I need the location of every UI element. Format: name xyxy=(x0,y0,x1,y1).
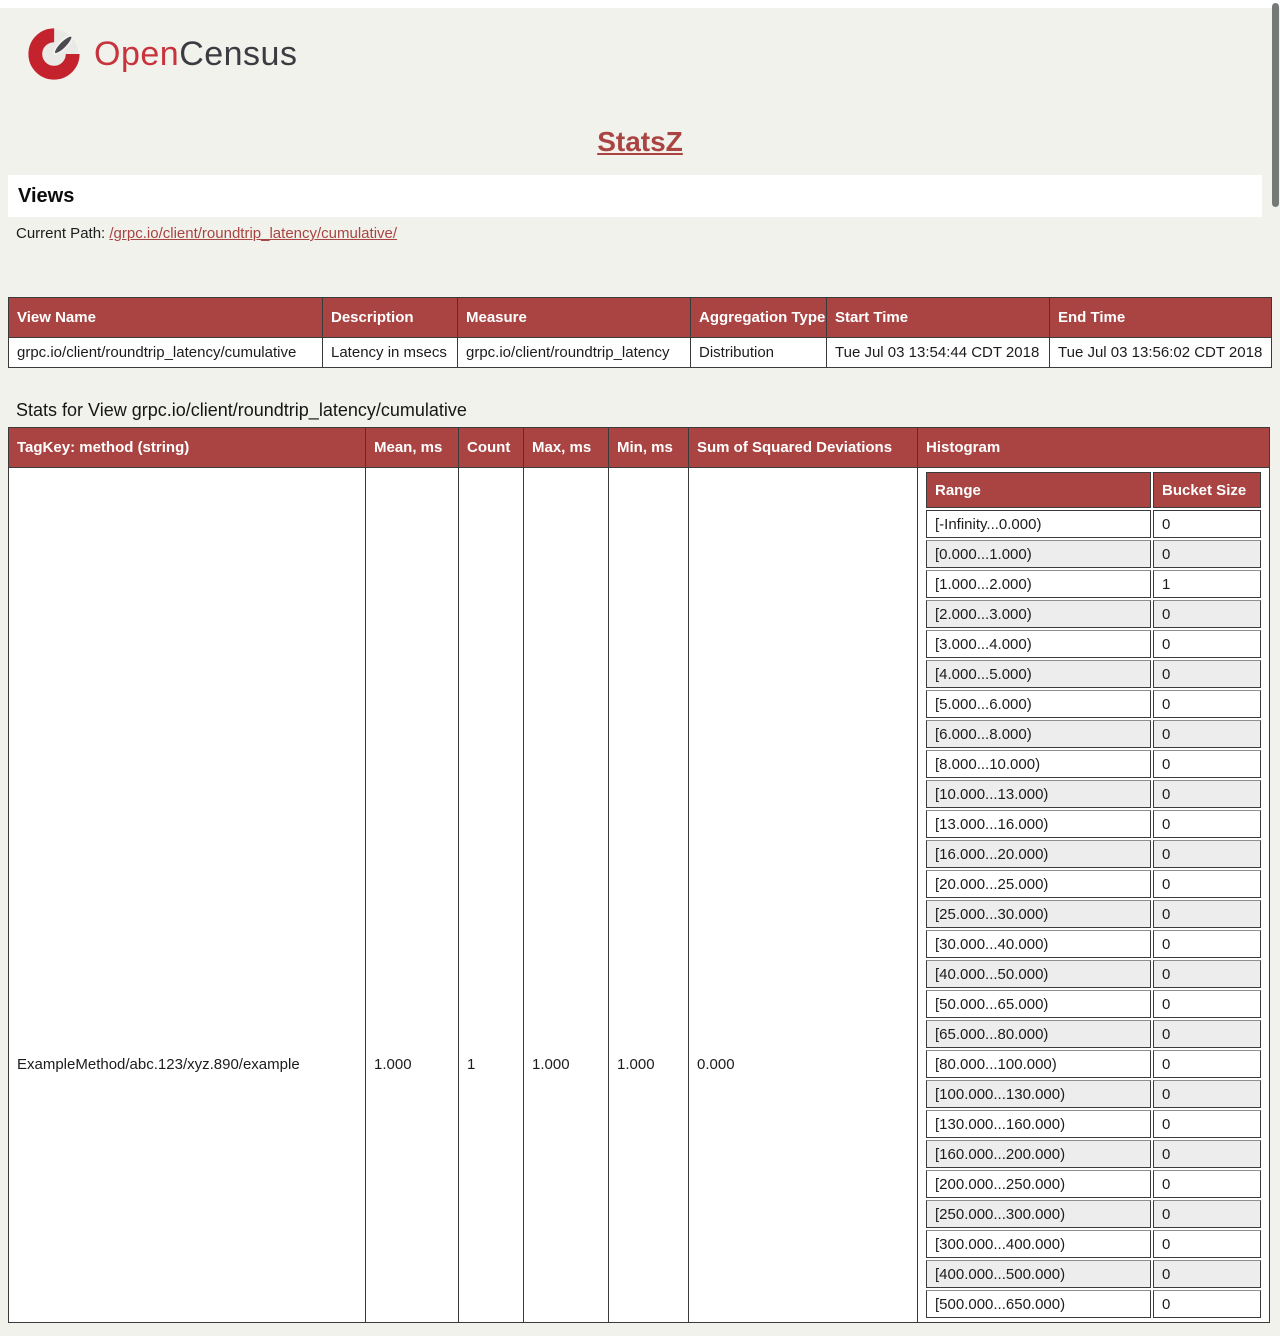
histogram-cell-value: [6.000...8.000) xyxy=(926,720,1151,748)
histogram-cell-value: 0 xyxy=(1153,660,1261,688)
histogram-cell-value: [400.000...500.000) xyxy=(926,1260,1151,1288)
histogram-cell-value: [1.000...2.000) xyxy=(926,570,1151,598)
stats-column-header: Histogram xyxy=(918,428,1270,468)
histogram-cell-value: [160.000...200.000) xyxy=(926,1140,1151,1168)
histogram-cell-value: 0 xyxy=(1153,630,1261,658)
histogram-cell-value: [40.000...50.000) xyxy=(926,960,1151,988)
histogram-cell-value: 0 xyxy=(1153,930,1261,958)
histogram-cell-value: [0.000...1.000) xyxy=(926,540,1151,568)
stats-table xyxy=(8,427,1270,1323)
histogram-row xyxy=(926,990,1261,1018)
histogram-row xyxy=(926,960,1261,988)
views-table-header-row xyxy=(9,298,1272,338)
breadcrumb xyxy=(16,225,1280,242)
brand-wordmark xyxy=(94,35,297,74)
histogram-row xyxy=(926,630,1261,658)
ssd-cell: 0.000 xyxy=(689,468,918,1323)
histogram-cell-value: [300.000...400.000) xyxy=(926,1230,1151,1258)
histogram-cell-value: 0 xyxy=(1153,900,1261,928)
count-cell: 1 xyxy=(459,468,524,1323)
histogram-row xyxy=(926,1080,1261,1108)
histogram-cell-value: 0 xyxy=(1153,1290,1261,1318)
histogram-cell-value: [200.000...250.000) xyxy=(926,1170,1151,1198)
histogram-cell-value: [20.000...25.000) xyxy=(926,870,1151,898)
histogram-cell-value: [8.000...10.000) xyxy=(926,750,1151,778)
max-cell: 1.000 xyxy=(524,468,609,1323)
histogram-row xyxy=(926,1200,1261,1228)
histogram-row xyxy=(926,540,1261,568)
histogram-row xyxy=(926,660,1261,688)
histogram-cell-value: 0 xyxy=(1153,750,1261,778)
histogram-cell-value: 0 xyxy=(1153,1140,1261,1168)
histogram-cell-value: [13.000...16.000) xyxy=(926,810,1151,838)
brand-open: Open xyxy=(94,34,180,73)
histogram-row xyxy=(926,570,1261,598)
histogram-row xyxy=(926,930,1261,958)
stats-table-row xyxy=(9,468,1270,1323)
current-path-label: Current Path: xyxy=(16,225,106,242)
histogram-table xyxy=(924,470,1263,1320)
stats-column-header: Max, ms xyxy=(524,428,609,468)
histogram-cell-value: 0 xyxy=(1153,870,1261,898)
histogram-cell-value: 0 xyxy=(1153,540,1261,568)
histogram-row xyxy=(926,1170,1261,1198)
histogram-cell-value: [65.000...80.000) xyxy=(926,1020,1151,1048)
histogram-cell-value: [50.000...65.000) xyxy=(926,990,1151,1018)
views-column-header: Start Time xyxy=(827,298,1050,338)
stats-table-header-row xyxy=(9,428,1270,468)
tagkey-cell: ExampleMethod/abc.123/xyz.890/example xyxy=(9,468,366,1323)
histogram-row xyxy=(926,870,1261,898)
histogram-cell-value: 0 xyxy=(1153,1200,1261,1228)
histogram-row xyxy=(926,780,1261,808)
histogram-row xyxy=(926,1230,1261,1258)
histogram-row xyxy=(926,840,1261,868)
opencensus-gauge-icon xyxy=(28,28,80,80)
histogram-cell-value: [25.000...30.000) xyxy=(926,900,1151,928)
page-title-wrap xyxy=(0,126,1280,158)
histogram-row xyxy=(926,510,1261,538)
mean-cell: 1.000 xyxy=(366,468,459,1323)
histogram-cell-value: 0 xyxy=(1153,810,1261,838)
views-column-header: View Name xyxy=(9,298,323,338)
views-heading: Views xyxy=(8,175,1262,217)
histogram-cell-value: [16.000...20.000) xyxy=(926,840,1151,868)
stats-for-view-heading: Stats for View grpc.io/client/roundtrip_latency/cumulative xyxy=(16,400,467,420)
histogram-cell-value: 0 xyxy=(1153,990,1261,1018)
stats-column-header: TagKey: method (string) xyxy=(9,428,366,468)
histogram-cell-value: [10.000...13.000) xyxy=(926,780,1151,808)
histogram-cell-value: 0 xyxy=(1153,960,1261,988)
histogram-cell-value: [80.000...100.000) xyxy=(926,1050,1151,1078)
views-column-header: Aggregation Type xyxy=(691,298,827,338)
stats-column-header: Count xyxy=(459,428,524,468)
histogram-cell-value: [4.000...5.000) xyxy=(926,660,1151,688)
histogram-row xyxy=(926,690,1261,718)
histogram-row xyxy=(926,1050,1261,1078)
views-column-header: Description xyxy=(323,298,458,338)
views-table-row xyxy=(9,338,1272,368)
views-table-cell: grpc.io/client/roundtrip_latency xyxy=(458,338,691,368)
histogram-cell-value: [5.000...6.000) xyxy=(926,690,1151,718)
stats-column-header: Mean, ms xyxy=(366,428,459,468)
histogram-row xyxy=(926,810,1261,838)
histogram-cell-value: [2.000...3.000) xyxy=(926,600,1151,628)
app-header xyxy=(0,8,1280,82)
histogram-cell-value: 0 xyxy=(1153,1260,1261,1288)
histogram-cell-value: 1 xyxy=(1153,570,1261,598)
views-table-cell: grpc.io/client/roundtrip_latency/cumulative xyxy=(9,338,323,368)
brand-census: Census xyxy=(179,34,298,73)
statsz-link[interactable]: StatsZ xyxy=(597,126,683,157)
histogram-cell-value: 0 xyxy=(1153,1110,1261,1138)
histogram-cell xyxy=(918,468,1270,1323)
histogram-cell-value: 0 xyxy=(1153,720,1261,748)
views-column-header: Measure xyxy=(458,298,691,338)
histogram-cell-value: [30.000...40.000) xyxy=(926,930,1151,958)
top-white-strip xyxy=(0,0,1280,8)
vertical-scrollbar-thumb[interactable] xyxy=(1272,3,1279,207)
views-table-cell: Tue Jul 03 13:56:02 CDT 2018 xyxy=(1050,338,1272,368)
stats-column-header: Min, ms xyxy=(609,428,689,468)
histogram-cell-value: [3.000...4.000) xyxy=(926,630,1151,658)
histogram-cell-value: 0 xyxy=(1153,780,1261,808)
views-table-cell: Latency in msecs xyxy=(323,338,458,368)
histogram-cell-value: 0 xyxy=(1153,1230,1261,1258)
histogram-row xyxy=(926,900,1261,928)
histogram-body xyxy=(926,510,1261,1318)
histogram-cell-value: 0 xyxy=(1153,1020,1261,1048)
histogram-row xyxy=(926,1260,1261,1288)
histogram-cell-value: 0 xyxy=(1153,1170,1261,1198)
histogram-cell-value: [250.000...300.000) xyxy=(926,1200,1151,1228)
views-table xyxy=(8,297,1272,368)
histogram-cell-value: [100.000...130.000) xyxy=(926,1080,1151,1108)
histogram-header-row xyxy=(926,472,1261,508)
histogram-row xyxy=(926,1020,1261,1048)
histogram-cell-value: 0 xyxy=(1153,1080,1261,1108)
histogram-cell-value: [500.000...650.000) xyxy=(926,1290,1151,1318)
histogram-cell-value: 0 xyxy=(1153,510,1261,538)
views-table-cell: Distribution xyxy=(691,338,827,368)
min-cell: 1.000 xyxy=(609,468,689,1323)
views-table-cell: Tue Jul 03 13:54:44 CDT 2018 xyxy=(827,338,1050,368)
views-table-body xyxy=(9,338,1272,368)
histogram-column-header: Range xyxy=(926,472,1151,508)
histogram-row xyxy=(926,1110,1261,1138)
histogram-cell-value: 0 xyxy=(1153,1050,1261,1078)
current-path-link[interactable]: /grpc.io/client/roundtrip_latency/cumulative/ xyxy=(109,225,398,242)
histogram-cell-value: 0 xyxy=(1153,840,1261,868)
histogram-row xyxy=(926,750,1261,778)
histogram-column-header: Bucket Size xyxy=(1153,472,1261,508)
stats-column-header: Sum of Squared Deviations xyxy=(689,428,918,468)
histogram-row xyxy=(926,1140,1261,1168)
histogram-cell-value: [130.000...160.000) xyxy=(926,1110,1151,1138)
histogram-cell-value: 0 xyxy=(1153,600,1261,628)
views-column-header: End Time xyxy=(1050,298,1272,338)
histogram-row xyxy=(926,1290,1261,1318)
histogram-cell-value: 0 xyxy=(1153,690,1261,718)
histogram-row xyxy=(926,600,1261,628)
histogram-cell-value: [-Infinity...0.000) xyxy=(926,510,1151,538)
histogram-row xyxy=(926,720,1261,748)
